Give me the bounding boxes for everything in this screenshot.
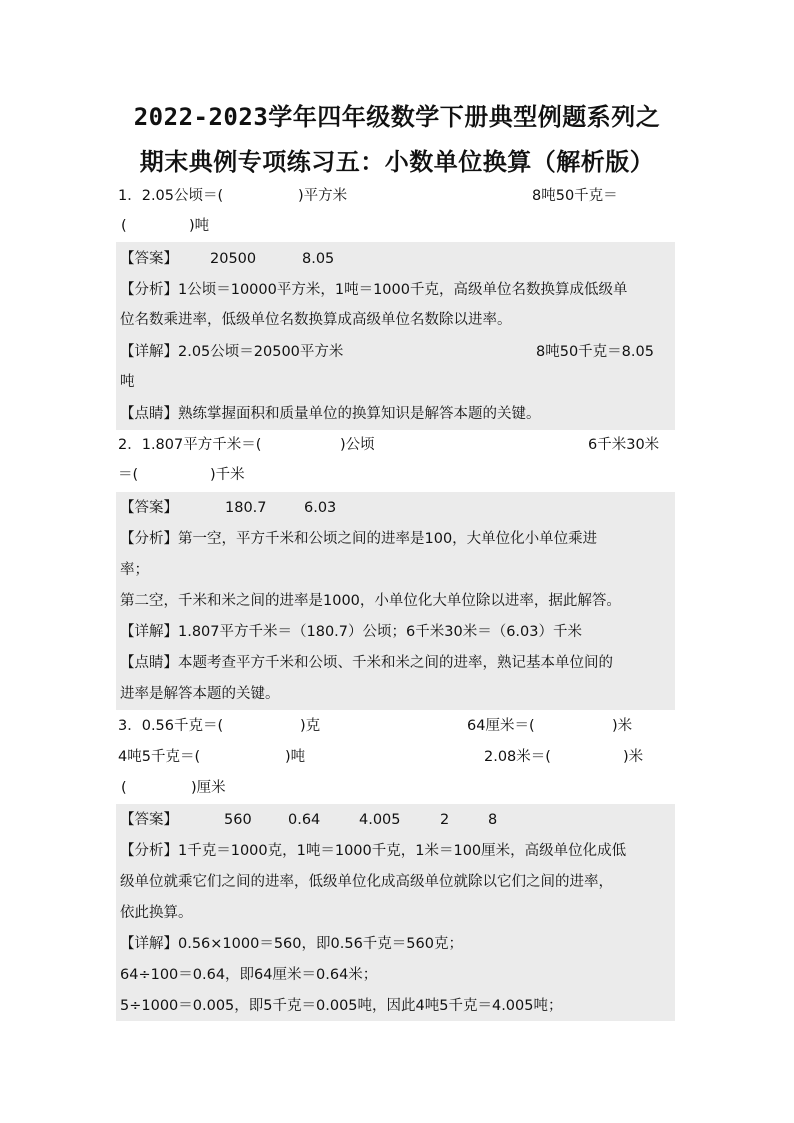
q3-question-d-cont-right: )厘米 [191, 780, 226, 796]
q3-answer-value-5: 8 [488, 812, 498, 828]
q3-question-d-right: )米 [623, 749, 644, 765]
q2-detail: 【详解】1.807平方千米＝（180.7）公顷；6千米30米＝（6.03）千米 [120, 624, 582, 640]
q3-question-d-left: 2.08米＝( [484, 749, 551, 765]
q1-question-b-cont-left: ( [121, 218, 127, 234]
q3-answer-value-2: 0.64 [288, 812, 321, 828]
q1-answer-tag: 【答案】 [120, 251, 178, 267]
q3-solution-block [116, 804, 675, 1021]
q2-analysis-line-2: 率； [120, 562, 149, 578]
q3-answer-value-4: 2 [440, 812, 450, 828]
q3-question-d-cont-left: ( [121, 780, 127, 796]
q1-answer-value-2: 8.05 [302, 251, 335, 267]
q1-point: 【点睛】熟练掌握面积和质量单位的换算知识是解答本题的关键。 [120, 406, 541, 422]
q1-answer-value-1: 20500 [210, 251, 257, 267]
q3-detail-line-3: 5÷1000＝0.005，即5千克＝0.005吨，因此4吨5千克＝4.005吨； [120, 998, 563, 1014]
q3-answer-value-3: 4.005 [359, 812, 401, 828]
q2-question-b-cont-right: )千米 [210, 467, 245, 483]
q1-question-b-cont-right: )吨 [189, 218, 210, 234]
q3-detail-line-2: 64÷100＝0.64，即64厘米＝0.64米； [120, 967, 378, 983]
q3-answer-value-1: 560 [224, 812, 252, 828]
q2-answer-value-2: 6.03 [304, 500, 337, 516]
q1-detail-b: 8吨50千克＝8.05 [536, 344, 654, 360]
q3-question-b-right: )米 [612, 718, 633, 734]
q2-analysis-line-1: 【分析】第一空，平方千米和公顷之间的进率是100，大单位化小单位乘进 [120, 531, 598, 547]
document-title-line-1: 2022-2023学年四年级数学下册典型例题系列之 [133, 103, 661, 131]
q2-question-b-cont-left: ＝( [118, 467, 139, 483]
q1-solution-block [116, 242, 675, 430]
q1-question-b-left: 8吨50千克＝ [532, 188, 618, 204]
q2-answer-value-1: 180.7 [225, 500, 267, 516]
q3-question-a-left: 3．0.56千克＝( [118, 718, 224, 734]
q1-detail-b-2: 吨 [120, 374, 135, 390]
q3-analysis-line-1: 【分析】1千克＝1000克，1吨＝1000千克，1米＝100厘米，高级单位化成低 [120, 843, 627, 859]
q3-question-b-left: 64厘米＝( [467, 718, 535, 734]
q3-analysis-line-3: 依此换算。 [120, 905, 193, 921]
q2-analysis-line-3: 第二空，千米和米之间的进率是1000，小单位化大单位除以进率，据此解答。 [120, 593, 621, 609]
document-title-line-2: 期末典例专项练习五：小数单位换算（解析版） [139, 148, 655, 176]
q3-analysis-line-2: 级单位就乘它们之间的进率，低级单位化成高级单位就除以它们之间的进率， [120, 874, 613, 890]
q2-point-line-1: 【点睛】本题考查平方千米和公顷、千米和米之间的进率，熟记基本单位间的 [120, 655, 613, 671]
q3-answer-tag: 【答案】 [120, 812, 178, 828]
q2-question-a-right: )公顷 [340, 437, 375, 453]
q2-point-line-2: 进率是解答本题的关键。 [120, 686, 280, 702]
q3-question-a-right: )克 [300, 718, 321, 734]
q1-analysis-line-2: 位名数乘进率，低级单位名数换算成高级单位名数除以进率。 [120, 312, 512, 328]
q1-analysis-line-1: 【分析】1公顷＝10000平方米，1吨＝1000千克，高级单位名数换算成低级单 [120, 282, 628, 298]
q2-question-a-left: 2．1.807平方千米＝( [118, 437, 262, 453]
q2-question-b-left: 6千米30米 [588, 437, 660, 453]
q3-question-c-left: 4吨5千克＝( [118, 749, 201, 765]
q1-question-a-left: 1．2.05公顷＝( [118, 188, 224, 204]
q1-detail-a: 【详解】2.05公顷＝20500平方米 [120, 344, 344, 360]
q3-question-c-right: )吨 [285, 749, 306, 765]
q1-question-a-right: )平方米 [298, 188, 348, 204]
q2-answer-tag: 【答案】 [120, 500, 178, 516]
q3-detail-line-1: 【详解】0.56×1000＝560，即0.56千克＝560克； [120, 936, 463, 952]
